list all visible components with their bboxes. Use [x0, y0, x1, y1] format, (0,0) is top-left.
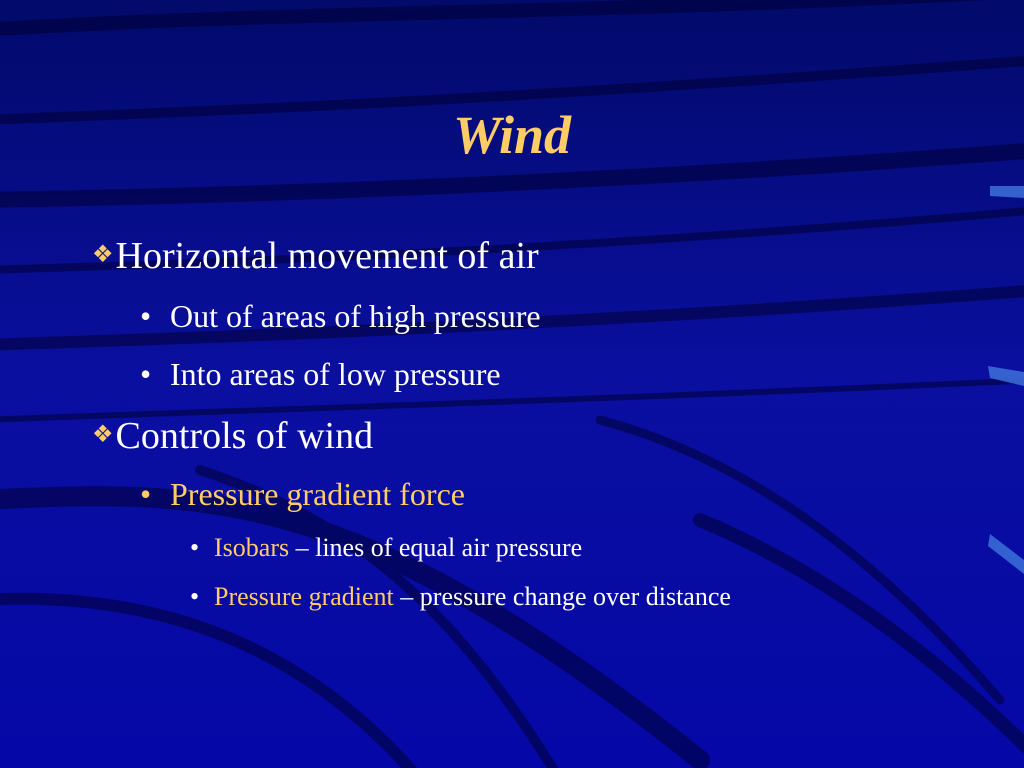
bullet-level1-horizontal-movement [92, 234, 539, 278]
term-isobars: Isobars [214, 533, 290, 562]
bullet-level1-controls-of-wind [92, 414, 373, 458]
diamond-bullet-icon: ❖ [92, 242, 114, 268]
dot-bullet-icon: • [190, 582, 200, 611]
bullet-level3-isobars [190, 533, 582, 563]
term-pressure-gradient: Pressure gradient [214, 582, 394, 611]
diamond-bullet-icon: ❖ [92, 422, 114, 448]
bullet-level2-pressure-gradient-force [140, 476, 465, 513]
bullet-level2-low-pressure [140, 356, 501, 393]
bullet-text: Out of areas of high pressure [170, 298, 541, 334]
bullet-text: Controls of wind [115, 415, 374, 457]
bullet-level2-high-pressure [140, 298, 541, 335]
dot-bullet-icon: • [190, 533, 200, 562]
bullet-text: Into areas of low pressure [170, 356, 501, 392]
definition-isobars: – lines of equal air pressure [289, 533, 583, 562]
slide-title: Wind [452, 105, 572, 165]
bullet-level3-pressure-gradient [190, 582, 731, 612]
definition-pressure-gradient: – pressure change over distance [393, 582, 731, 611]
dot-bullet-icon: • [140, 356, 152, 392]
bullet-text: Pressure gradient force [170, 476, 465, 512]
dot-bullet-icon: • [140, 298, 152, 334]
dot-bullet-icon: • [140, 476, 152, 512]
bullet-text: Horizontal movement of air [115, 235, 539, 277]
